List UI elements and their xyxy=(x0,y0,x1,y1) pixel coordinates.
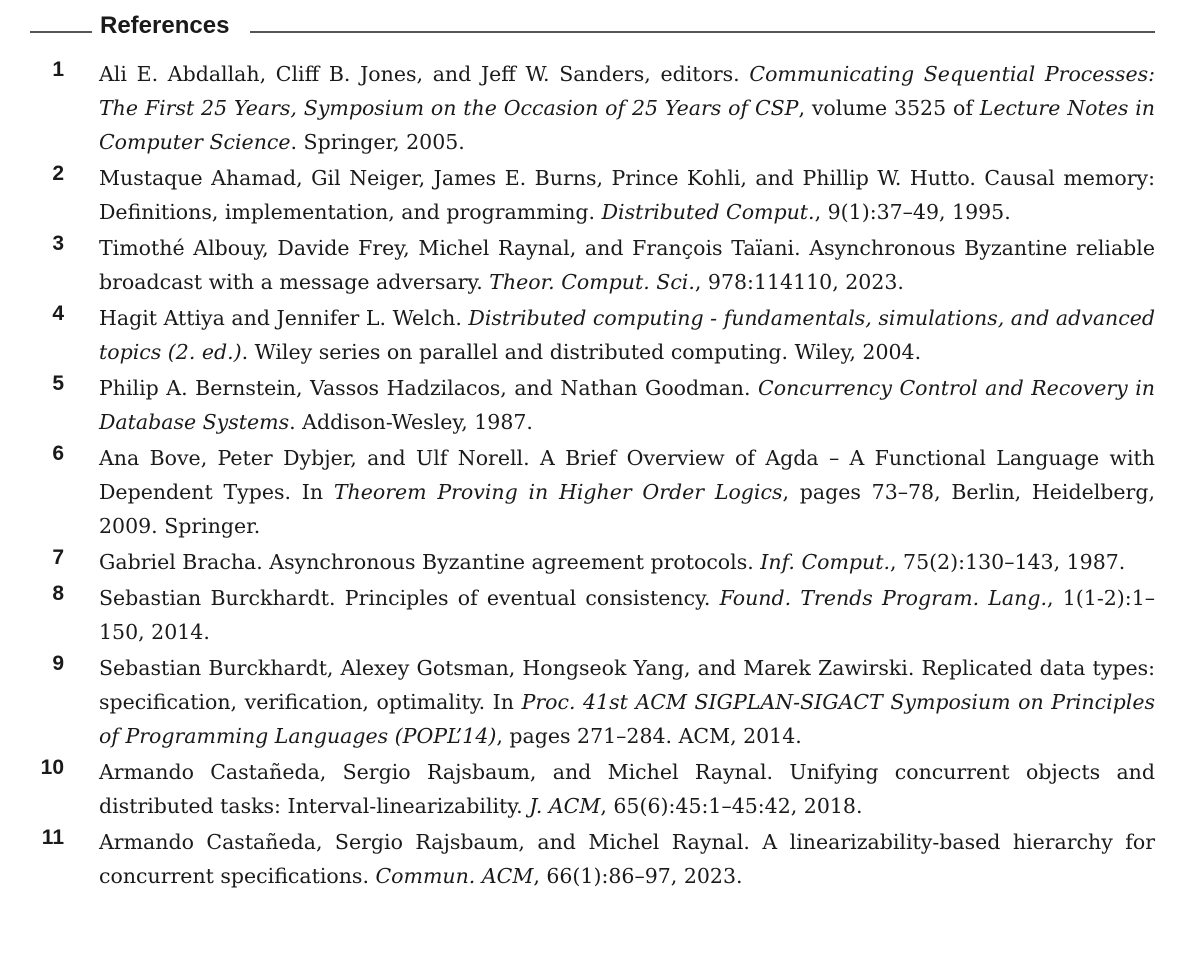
heading-rule-left xyxy=(30,31,92,33)
reference-authors-title: Ana Bove, Peter Dybjer, and Ulf Norell. A Brief Overview of Agda – A Functional Language with Dependent Types. In xyxy=(99,446,1155,504)
reference-number: 5 xyxy=(52,372,64,395)
reference-authors-title: Sebastian Burckhardt, Alexey Gotsman, Hongseok Yang, and Marek Zawirski. Replicated data types: specification, verification, optimality. In xyxy=(99,656,1155,714)
reference-text xyxy=(99,755,1155,823)
reference-number: 1 xyxy=(52,58,64,81)
reference-number: 11 xyxy=(41,826,64,849)
reference-venue: Concurrency Control and Recovery in Database Systems xyxy=(99,376,1155,434)
reference-authors-title: Philip A. Bernstein, Vassos Hadzilacos, and Nathan Goodman. xyxy=(99,376,759,400)
reference-text xyxy=(99,371,1155,439)
reference-number: 3 xyxy=(52,232,64,255)
reference-item-8 xyxy=(0,581,1198,649)
reference-authors-title: Armando Castañeda, Sergio Rajsbaum, and Michel Raynal. A linearizability-based hierarchy for concurrent specifications. xyxy=(99,830,1155,888)
reference-item-10 xyxy=(0,755,1198,823)
reference-publication: , 978:114110, 2023. xyxy=(694,270,904,294)
reference-series: Lecture Notes in Computer Science xyxy=(99,96,1155,154)
reference-text xyxy=(99,161,1155,229)
reference-item-7 xyxy=(0,545,1198,579)
reference-authors-title: Armando Castañeda, Sergio Rajsbaum, and Michel Raynal. Unifying concurrent objects and distributed tasks: Interval-linearizability. xyxy=(99,760,1155,818)
reference-authors-title: Timothé Albouy, Davide Frey, Michel Raynal, and François Taïani. Asynchronous Byzantine reliable broadcast with a message adversary. xyxy=(99,236,1155,294)
reference-text xyxy=(99,581,1155,649)
reference-venue: Found. Trends Program. Lang. xyxy=(719,586,1047,610)
reference-authors-title: Mustaque Ahamad, Gil Neiger, James E. Burns, Prince Kohli, and Phillip W. Hutto. Causal memory: Definitions, implementation, and programming. xyxy=(99,166,1155,224)
reference-authors-title: Sebastian Burckhardt. Principles of eventual consistency. xyxy=(99,586,720,610)
reference-venue: Distributed Comput. xyxy=(601,200,815,224)
reference-venue: Distributed computing - fundamentals, simulations, and advanced topics (2. ed.) xyxy=(99,306,1155,364)
reference-publication: , 1(1-2):1–150, 2014. xyxy=(99,586,1155,644)
reference-text xyxy=(99,651,1155,753)
reference-number: 9 xyxy=(52,652,64,675)
reference-venue: Theorem Proving in Higher Order Logics xyxy=(333,480,783,504)
reference-publication: , 75(2):130–143, 1987. xyxy=(890,550,1126,574)
reference-authors-title: Gabriel Bracha. Asynchronous Byzantine agreement protocols. xyxy=(99,550,761,574)
reference-item-4 xyxy=(0,301,1198,369)
reference-publication: , pages 271–284. ACM, 2014. xyxy=(496,724,802,748)
reference-text xyxy=(99,231,1155,299)
reference-number: 4 xyxy=(52,302,64,325)
reference-number: 2 xyxy=(52,162,64,185)
reference-item-2 xyxy=(0,161,1198,229)
reference-text xyxy=(99,301,1155,369)
heading-rule-right xyxy=(250,31,1155,33)
reference-publication: . Addison-Wesley, 1987. xyxy=(289,410,533,434)
reference-venue: Commun. ACM xyxy=(375,864,534,888)
reference-publication: , 9(1):37–49, 1995. xyxy=(814,200,1011,224)
reference-authors-title: Hagit Attiya and Jennifer L. Welch. xyxy=(99,306,469,330)
reference-number: 10 xyxy=(40,756,64,779)
reference-text xyxy=(99,545,1155,579)
reference-item-9 xyxy=(0,651,1198,753)
reference-text xyxy=(99,57,1155,159)
reference-volume-prefix: , volume 3525 of xyxy=(798,96,980,120)
references-heading-row xyxy=(30,10,1155,50)
reference-item-1 xyxy=(0,57,1198,159)
reference-publication: , 65(6):45:1–45:42, 2018. xyxy=(600,794,863,818)
reference-venue: Proc. 41st ACM SIGPLAN-SIGACT Symposium on Principles of Programming Languages (POPL’14) xyxy=(99,690,1155,748)
reference-venue: Theor. Comput. Sci. xyxy=(489,270,695,294)
reference-number: 6 xyxy=(52,442,64,465)
reference-publication: . Wiley series on parallel and distributed computing. Wiley, 2004. xyxy=(241,340,922,364)
reference-item-6 xyxy=(0,441,1198,543)
reference-publication: , 66(1):86–97, 2023. xyxy=(533,864,743,888)
reference-publication: . Springer, 2005. xyxy=(290,130,465,154)
reference-text xyxy=(99,441,1155,543)
reference-number: 7 xyxy=(52,546,64,569)
reference-venue: Communicating Sequential Processes: The First 25 Years, Symposium on the Occasion of 25 Years of CSP xyxy=(99,62,1156,120)
reference-venue: J. ACM xyxy=(529,794,601,818)
reference-item-5 xyxy=(0,371,1198,439)
reference-text xyxy=(99,825,1155,893)
reference-number: 8 xyxy=(52,582,64,605)
reference-authors-title: Ali E. Abdallah, Cliff B. Jones, and Jeff W. Sanders, editors. xyxy=(99,62,750,86)
reference-item-11 xyxy=(0,825,1198,893)
reference-publication: , pages 73–78, Berlin, Heidelberg, 2009. Springer. xyxy=(99,480,1155,538)
reference-venue: Inf. Comput. xyxy=(760,550,891,574)
references-heading: References xyxy=(100,12,237,40)
reference-list xyxy=(0,57,1198,895)
reference-item-3 xyxy=(0,231,1198,299)
